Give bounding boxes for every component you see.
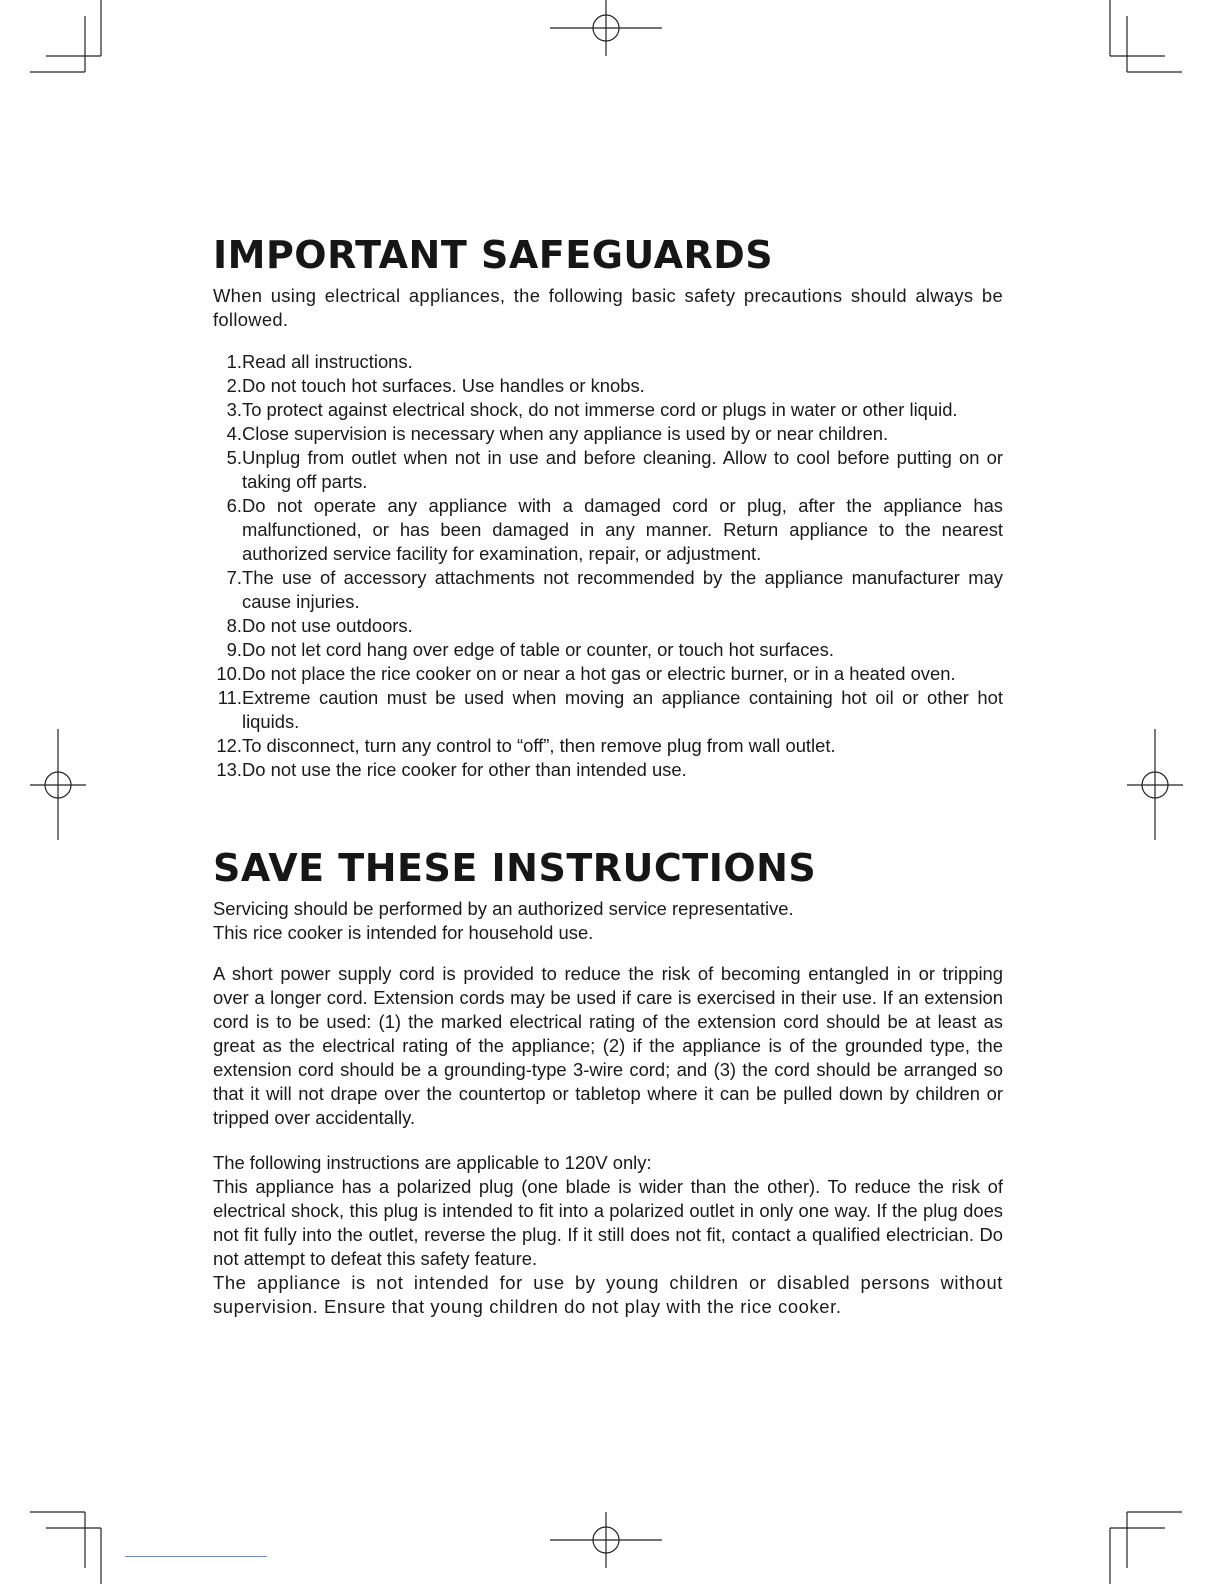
safeguards-list [213,350,1003,782]
safeguard-item [213,614,1003,638]
safeguard-item [213,494,1003,566]
plug-paragraph: This appliance has a polarized plug (one blade is wider than the other). To reduce the risk of electrical shock, this plug is intended to fit into a polarized outlet in only one way. If the plug does not fit fully into the outlet, reverse the plug. If it still does not fit, contact a qualified electrician. Do not attempt to defeat this safety feature. [213,1176,1003,1269]
safeguard-text: Unplug from outlet when not in use and before cleaning. Allow to cool before putting on or taking off parts. [242,447,1003,492]
safeguard-text: Close supervision is necessary when any appliance is used by or near children. [242,423,889,444]
document-body [213,232,1003,1319]
safeguard-text: Do not let cord hang over edge of table or counter, or touch hot surfaces. [242,639,834,660]
safeguard-text: Read all instructions. [242,351,413,372]
safeguard-number: 13. [216,759,242,780]
save-instructions-section [213,845,1003,1319]
safeguard-item [213,686,1003,734]
safeguard-number: 4. [226,423,242,444]
safeguard-item [213,734,1003,758]
safeguard-number: 5. [226,447,242,468]
servicing-line: Servicing should be performed by an authorized service representative. [213,898,794,919]
safeguard-text: Do not use the rice cooker for other than intended use. [242,759,687,780]
safeguard-item [213,398,1003,422]
safeguard-item [213,446,1003,494]
safeguard-item [213,350,1003,374]
safeguard-text: Do not place the rice cooker on or near a hot gas or electric burner, or in a heated oven. [242,663,956,684]
save-instructions-heading: SAVE THESE INSTRUCTIONS [213,846,817,890]
voltage-note: The following instructions are applicable to 120V only: [213,1152,652,1173]
household-line: This rice cooker is intended for household use. [213,922,594,943]
important-safeguards-heading: IMPORTANT SAFEGUARDS [213,233,774,277]
safeguard-text: To disconnect, turn any control to “off”, then remove plug from wall outlet. [242,735,836,756]
safeguard-item [213,662,1003,686]
safeguard-text: To protect against electrical shock, do not immerse cord or plugs in water or other liquid. [242,399,958,420]
safeguard-number: 12. [216,735,242,756]
safeguard-text: Do not touch hot surfaces. Use handles or knobs. [242,375,645,396]
safeguard-number: 2. [226,375,242,396]
safeguard-number: 6. [226,495,242,516]
safeguard-number: 8. [226,615,242,636]
safeguard-number: 1. [226,351,242,372]
safeguard-item [213,758,1003,782]
safeguard-item [213,566,1003,614]
safeguard-text: Do not operate any appliance with a damaged cord or plug, after the appliance has malfunctioned, or has been damaged in any manner. Return appliance to the nearest authorized service facility for examination, repair, or adjustment. [242,495,1003,564]
safeguard-item [213,638,1003,662]
cord-paragraph: A short power supply cord is provided to reduce the risk of becoming entangled in or tripping over a longer cord. Extension cords may be used if care is exercised in their use. If an extension cord is to be used: (1) the marked electrical rating of the extension cord should be at least as great as the electrical rating of the appliance; (2) if the appliance is of the grounded type, the extension cord should be a grounding-type 3-wire cord; and (3) the cord should be arranged so that it will not drape over the countertop or tabletop where it can be pulled down by children or tripped over accidentally. [213,963,1003,1128]
safeguard-number: 3. [226,399,242,420]
safeguard-item [213,422,1003,446]
safeguard-text: The use of accessory attachments not recommended by the appliance manufacturer may cause injuries. [242,567,1003,612]
safeguard-text: Do not use outdoors. [242,615,413,636]
safeguard-item [213,374,1003,398]
safeguard-number: 11. [217,687,242,708]
safeguard-number: 10. [216,663,242,684]
safeguard-number: 9. [226,639,242,660]
safeguard-number: 7. [226,567,242,588]
children-paragraph: The appliance is not intended for use by young children or disabled persons without supervision. Ensure that young children do not play with the rice cooker. [213,1272,1003,1317]
intro-paragraph: When using electrical appliances, the following basic safety precautions should always be followed. [213,285,1003,330]
footer-rule [125,1556,267,1557]
safeguard-text: Extreme caution must be used when moving an appliance containing hot oil or other hot liquids. [242,687,1003,732]
